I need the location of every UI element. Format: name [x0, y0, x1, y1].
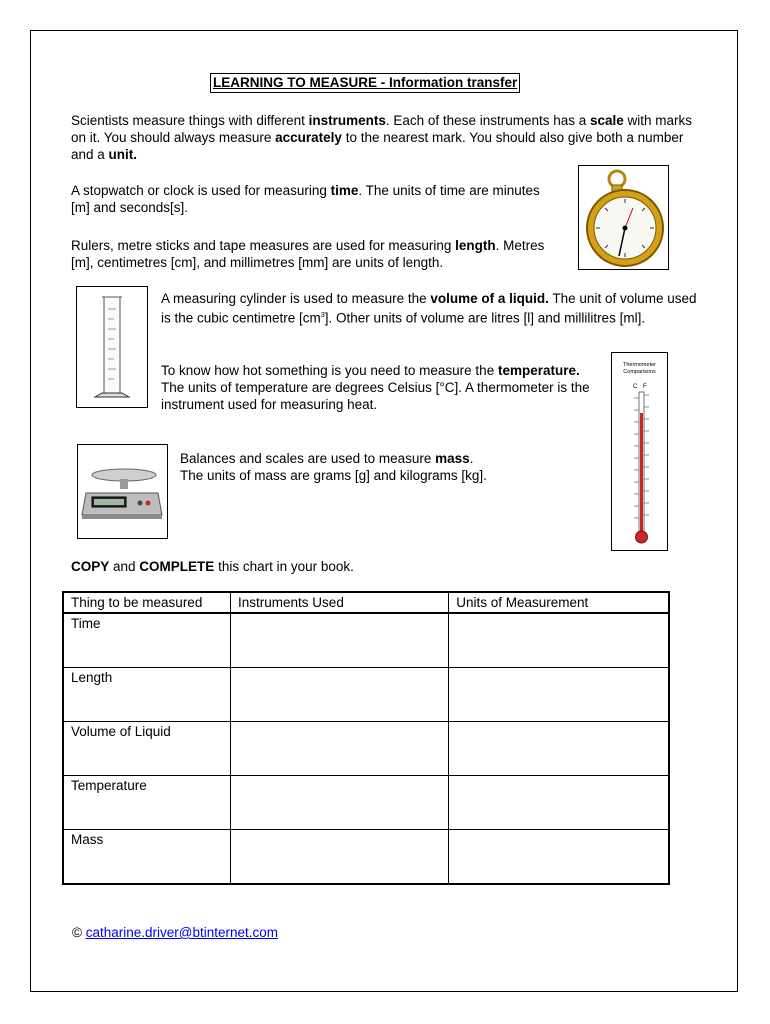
table-row	[63, 668, 669, 722]
row-label-length: Length	[63, 668, 231, 722]
header-thing-measured: Thing to be measured	[63, 592, 231, 613]
unit-cell	[449, 776, 669, 830]
unit-cell	[449, 830, 669, 885]
measuring-cylinder-icon	[77, 287, 147, 407]
thermometer-image	[611, 352, 668, 551]
thermometer-icon	[612, 353, 667, 550]
copy-instruction: COPY and COMPLETE this chart in your book.	[71, 559, 354, 574]
header-units-of-measurement: Units of Measurement	[449, 592, 669, 613]
thermometer-subtitle: Comparisons	[623, 369, 656, 375]
length-paragraph: Rulers, metre sticks and tape measures are used for measuring length. Metres [m], centimetres [cm], and millimetres [mm] are units of length.	[71, 238, 545, 270]
stopwatch-icon	[579, 166, 668, 269]
instrument-cell	[231, 830, 449, 885]
unit-cell	[449, 668, 669, 722]
table-row	[63, 776, 669, 830]
unit-cell	[449, 613, 669, 668]
balance-image	[77, 444, 168, 539]
mass-paragraph: Balances and scales are used to measure mass. The units of mass are grams [g] and kilograms [kg].	[180, 451, 487, 483]
copyright-symbol: ©	[72, 925, 82, 940]
table-row	[63, 722, 669, 776]
row-label-mass: Mass	[63, 830, 231, 885]
measurement-chart-table	[62, 591, 670, 885]
row-label-time: Time	[63, 613, 231, 668]
row-label-volume: Volume of Liquid	[63, 722, 231, 776]
thermometer-title: Thermometer	[622, 362, 656, 368]
temperature-paragraph: To know how hot something is you need to measure the temperature. The units of temperature are degrees Celsius [°C]. A thermometer is the instrument used for measuring heat.	[161, 363, 590, 412]
celsius-scale-label: C	[633, 384, 638, 390]
header-instruments-used: Instruments Used	[231, 592, 449, 613]
page-title: LEARNING TO MEASURE - Information transfer	[210, 73, 520, 93]
footer	[72, 925, 278, 940]
table-header-row	[63, 592, 669, 613]
instrument-cell	[231, 722, 449, 776]
unit-cell	[449, 722, 669, 776]
row-label-temperature: Temperature	[63, 776, 231, 830]
email-link[interactable]: catharine.driver@btinternet.com	[85, 925, 279, 940]
balance-scale-icon	[78, 445, 167, 538]
intro-paragraph: Scientists measure things with different instruments. Each of these instruments has a scale with marks on it. You should always measure accurately to the nearest mark. You should also give both a number and a unit.	[71, 113, 693, 162]
stopwatch-image	[578, 165, 669, 270]
instrument-cell	[231, 613, 449, 668]
volume-paragraph: A measuring cylinder is used to measure the volume of a liquid. The unit of volume used is the cubic centimetre $[cm^3]$. Other units of volume are litres [l] and millilitres [ml].	[161, 291, 697, 326]
measuring-cylinder-image	[76, 286, 148, 408]
time-paragraph: A stopwatch or clock is used for measuring time. The units of time are minutes [m] and seconds[s].	[71, 183, 540, 215]
instrument-cell	[231, 668, 449, 722]
table-row	[63, 830, 669, 885]
instrument-cell	[231, 776, 449, 830]
table-row	[63, 613, 669, 668]
fahrenheit-scale-label: F	[643, 384, 647, 390]
